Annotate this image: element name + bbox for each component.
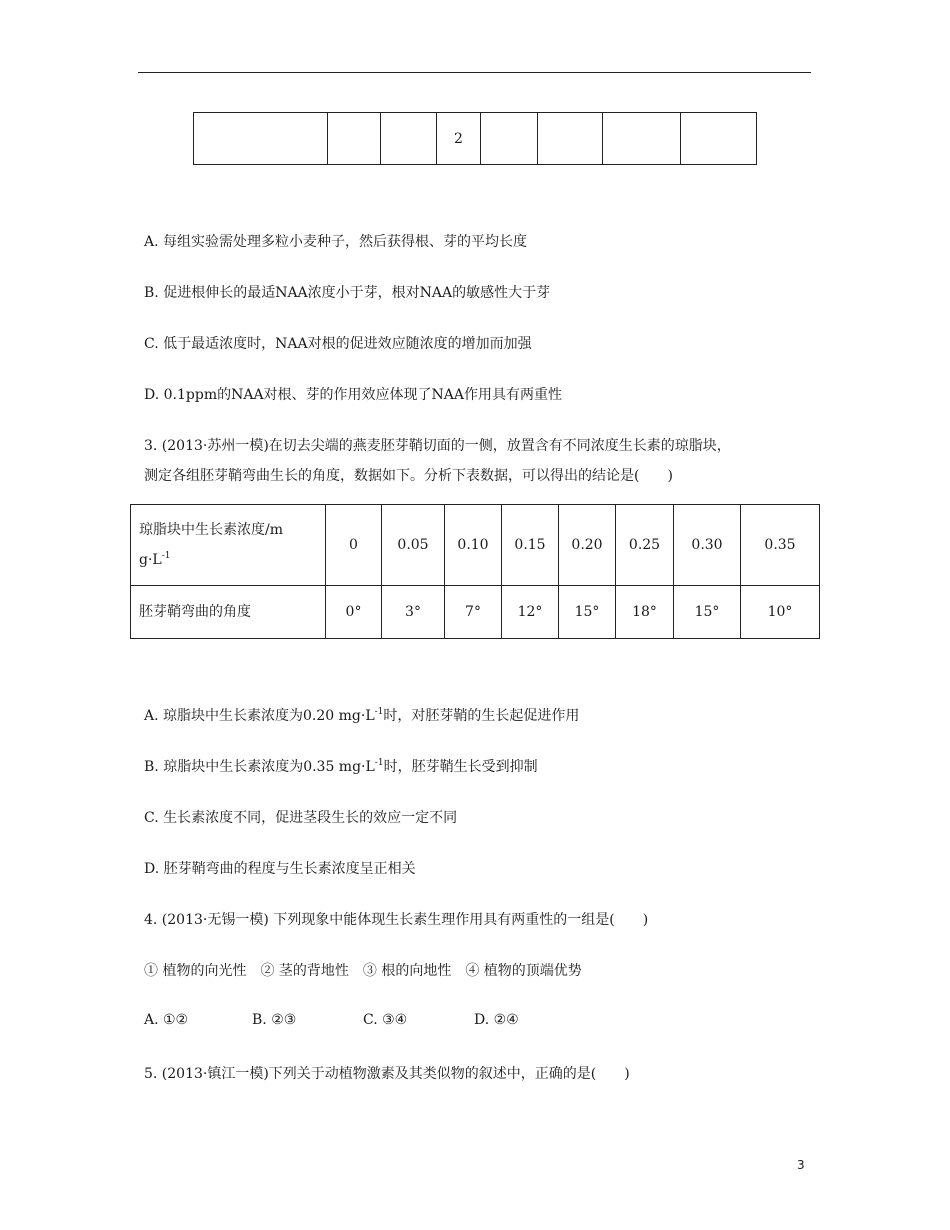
q3-option-b [144, 756, 538, 776]
table-cell: 0.30 [674, 505, 741, 586]
table-cell: 18° [616, 586, 674, 639]
table-cell: 12° [502, 586, 559, 639]
header-label-line1: 琼脂块中生长素浓度/m [139, 522, 283, 538]
q3-stem-line1: 3. (2013·苏州一模)在切去尖端的燕麦胚芽鞘切面的一侧，放置含有不同浓度生长素的琼脂块， [144, 438, 731, 454]
header-label-line2: g·L [139, 552, 162, 568]
table-cell: 0.35 [741, 505, 820, 586]
table-cell: 2 [437, 113, 481, 165]
table-q3 [130, 504, 820, 639]
table-cell: 15° [674, 586, 741, 639]
table-cell [381, 113, 437, 165]
q4-stem: 4. (2013·无锡一模) 下列现象中能体现生长素生理作用具有两重性的一组是( ) [144, 912, 649, 928]
table-cell [603, 113, 681, 165]
q3-option-a [144, 705, 579, 725]
page-number: 3 [797, 1158, 805, 1172]
table-cell: 10° [741, 586, 820, 639]
table-cell: 0.25 [616, 505, 674, 586]
option-text: A. 琼脂块中生长素浓度为0.20 mg·L [144, 708, 375, 724]
table-cell: 0.10 [445, 505, 502, 586]
q5-stem: 5. (2013·镇江一模)下列关于动植物激素及其类似物的叙述中，正确的是( ) [144, 1066, 630, 1082]
table-row [194, 113, 757, 165]
table-row [131, 586, 820, 639]
table-cell: 0.20 [559, 505, 616, 586]
q2-option-c: C. 低于最适浓度时，NAA对根的促进效应随浓度的增加而加强 [144, 336, 532, 352]
table-cell: 0.05 [382, 505, 445, 586]
q4-items: ① 植物的向光性 ② 茎的背地性 ③ 根的向地性 ④ 植物的顶端优势 [144, 963, 582, 979]
option-text: B. 琼脂块中生长素浓度为0.35 mg·L [144, 759, 375, 775]
table-row [131, 505, 820, 586]
q3-option-c: C. 生长素浓度不同，促进茎段生长的效应一定不同 [144, 810, 458, 826]
table-cell [681, 113, 757, 165]
table-cell: 15° [559, 586, 616, 639]
table-continued [193, 112, 757, 165]
q2-option-d: D. 0.1ppm的NAA对根、芽的作用效应体现了NAA作用具有两重性 [144, 387, 563, 403]
unit-superscript: -1 [161, 551, 171, 561]
table-cell: 3° [382, 586, 445, 639]
q4-option-d: D. ②④ [474, 1012, 519, 1028]
table-header-label [131, 505, 326, 586]
q3-option-d: D. 胚芽鞘弯曲的程度与生长素浓度呈正相关 [144, 861, 416, 877]
unit-superscript: -1 [374, 707, 384, 717]
table-cell: 0 [326, 505, 382, 586]
table-cell: 0.15 [502, 505, 559, 586]
table-cell [194, 113, 328, 165]
q4-option-c: C. ③④ [363, 1012, 408, 1028]
table-cell: 7° [445, 586, 502, 639]
q3-stem-line2: 测定各组胚芽鞘弯曲生长的角度，数据如下。分析下表数据，可以得出的结论是( ) [144, 468, 673, 484]
option-text: 时，对胚芽鞘的生长起促进作用 [383, 708, 580, 724]
q2-option-a: A. 每组实验需处理多粒小麦种子，然后获得根、芽的平均长度 [144, 234, 528, 250]
table-cell: 0° [326, 586, 382, 639]
q4-option-b: B. ②③ [252, 1012, 297, 1028]
q4-options [144, 1012, 519, 1028]
q2-option-b: B. 促进根伸长的最适NAA浓度小于芽，根对NAA的敏感性大于芽 [144, 285, 551, 301]
table-row-label: 胚芽鞘弯曲的角度 [131, 586, 326, 639]
q4-option-a: A. ①② [144, 1012, 189, 1028]
header-rule [138, 72, 811, 73]
unit-superscript: -1 [374, 758, 384, 768]
table-cell [328, 113, 381, 165]
option-text: 时，胚芽鞘生长受到抑制 [383, 759, 538, 775]
table-cell [481, 113, 538, 165]
table-cell [538, 113, 603, 165]
